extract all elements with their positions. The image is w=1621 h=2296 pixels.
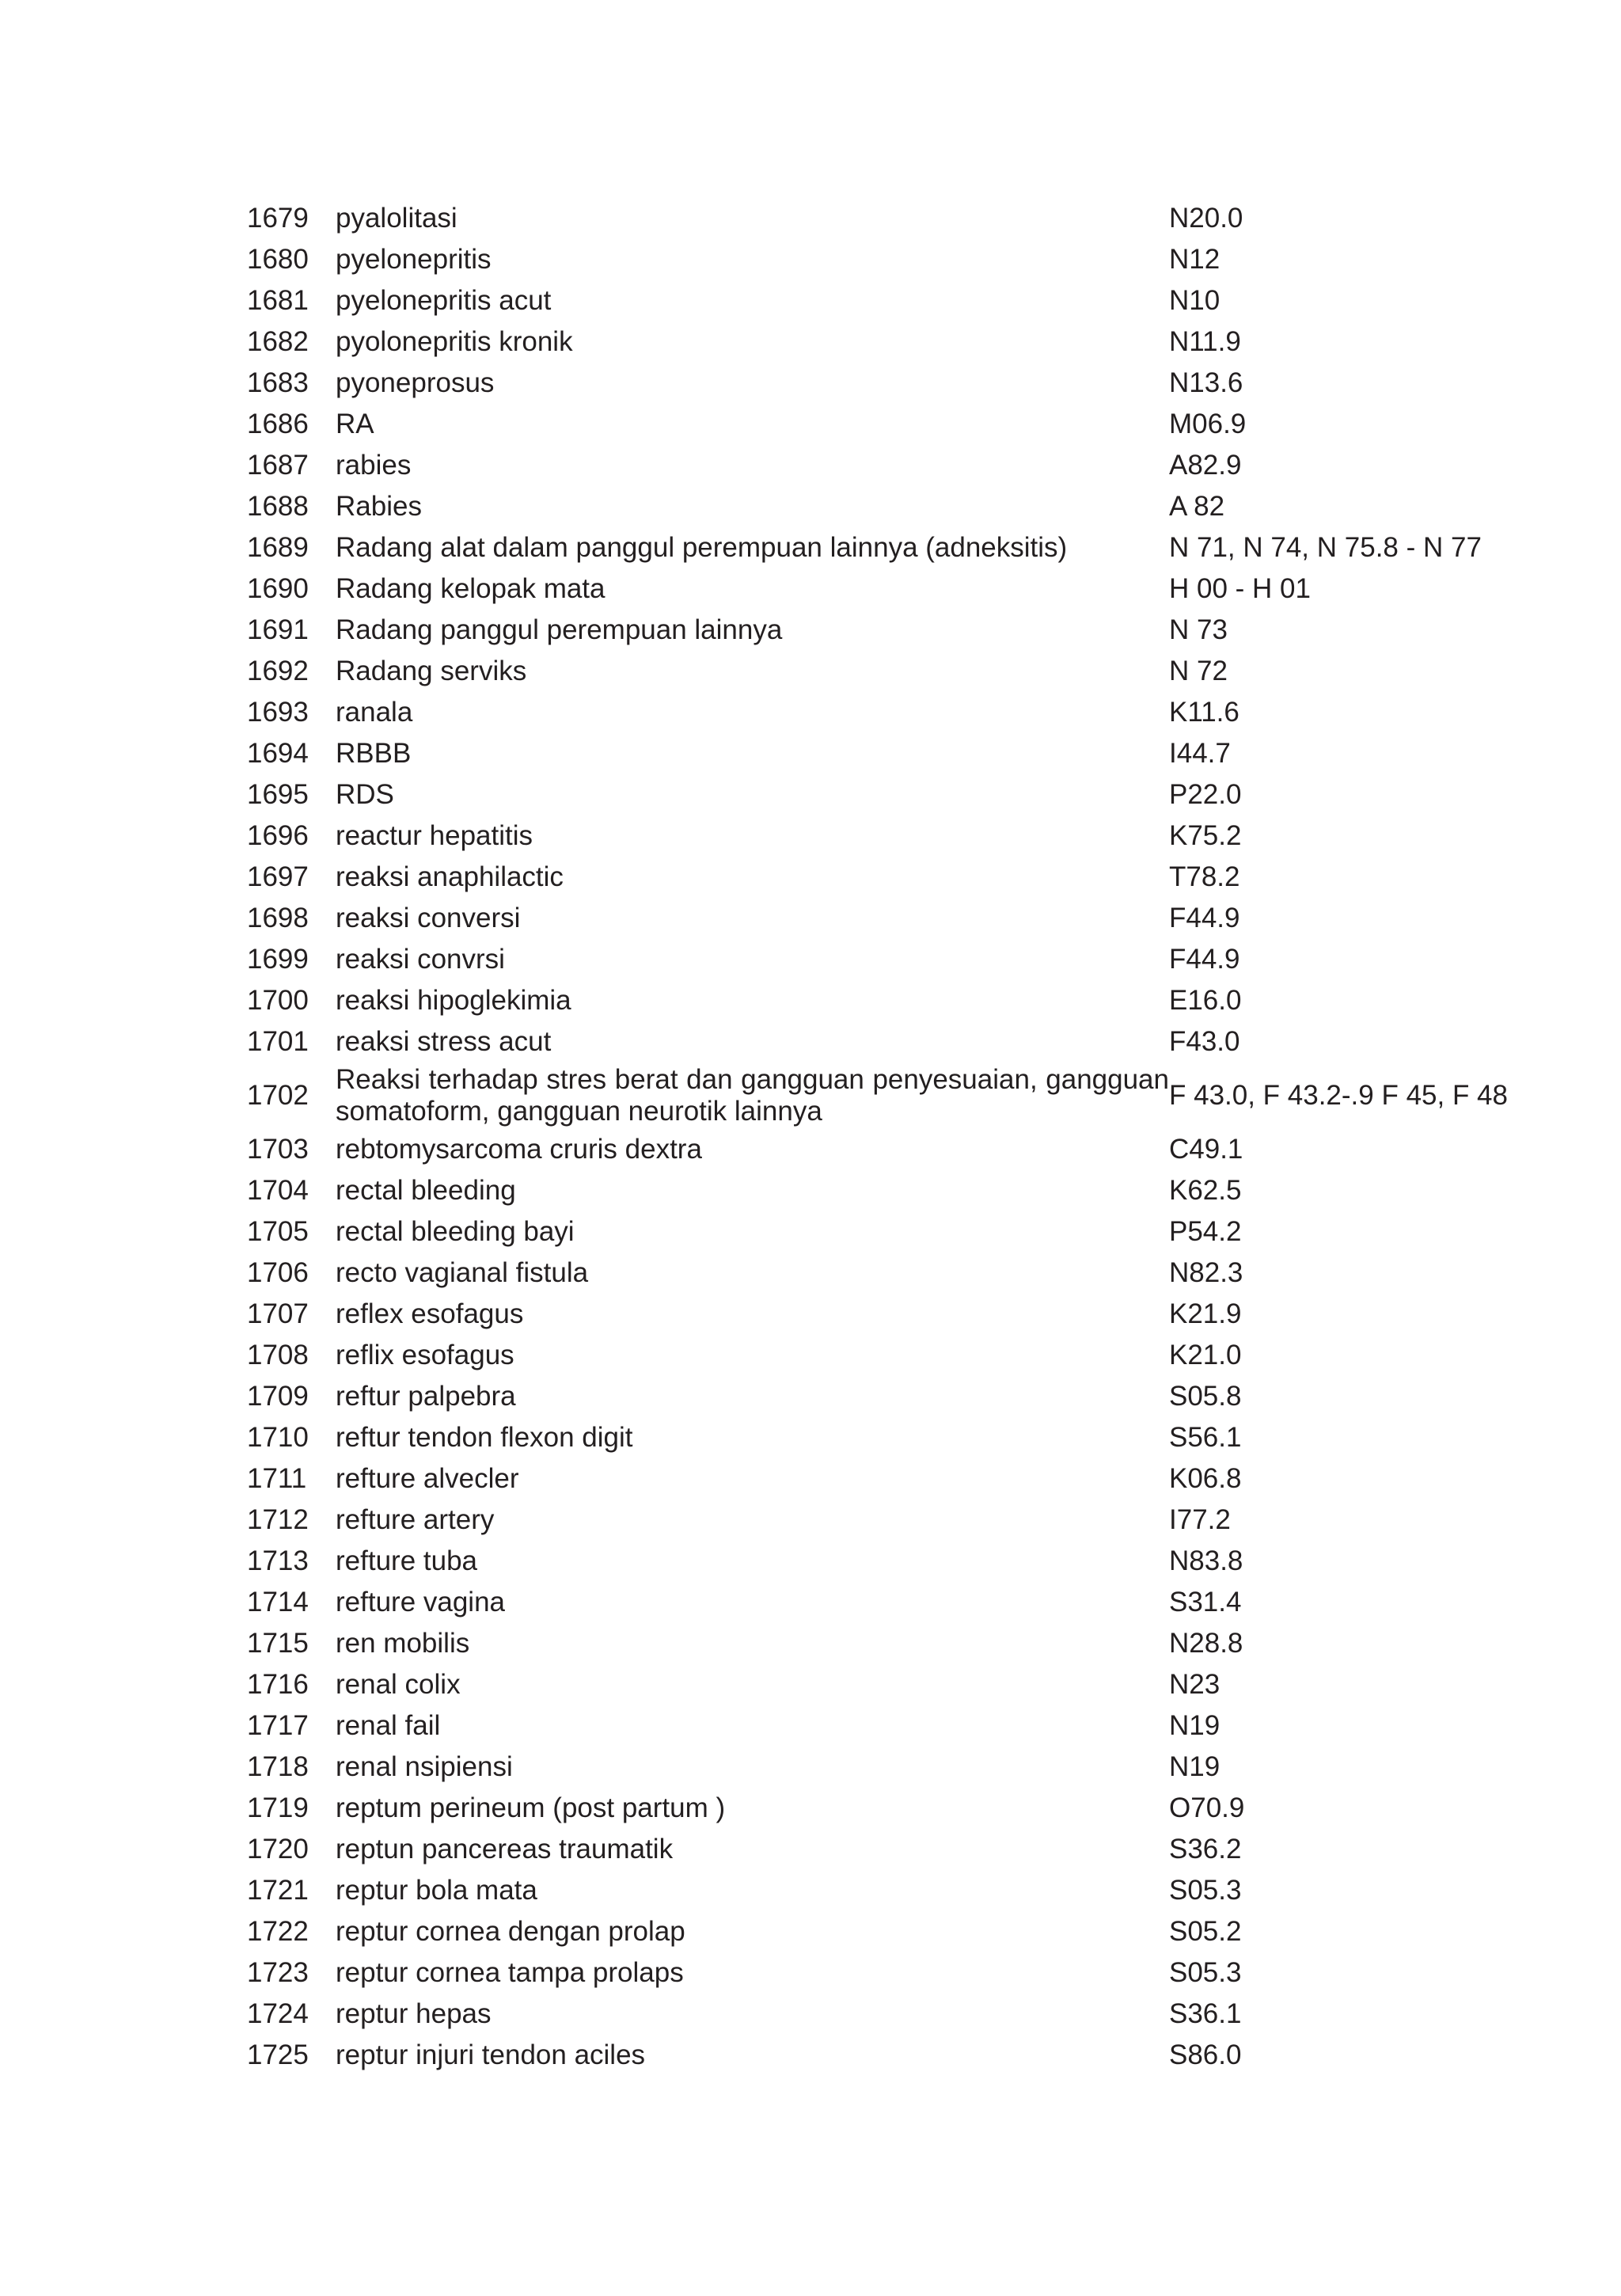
icd-code: S05.8	[1169, 1381, 1242, 1412]
row-number: 1701	[247, 1026, 309, 1057]
row-number: 1694	[247, 738, 309, 769]
table-row	[247, 1788, 1529, 1829]
table-row	[247, 1211, 1529, 1253]
icd-code: N 71, N 74, N 75.8 - N 77	[1169, 532, 1482, 563]
row-number: 1707	[247, 1298, 309, 1329]
row-number: 1698	[247, 903, 309, 933]
table-row	[247, 1994, 1529, 2035]
row-number: 1705	[247, 1216, 309, 1247]
diagnosis-name: pyoneprosus	[336, 367, 495, 398]
row-number: 1725	[247, 2039, 309, 2070]
diagnosis-name: reflix esofagus	[336, 1340, 514, 1370]
table-row	[247, 1870, 1529, 1911]
icd-code: S36.2	[1169, 1834, 1242, 1865]
row-number: 1691	[247, 614, 309, 645]
diagnosis-name: RDS	[336, 779, 394, 810]
table-row	[247, 1417, 1529, 1458]
row-number: 1692	[247, 656, 309, 686]
table-row	[247, 1952, 1529, 1994]
icd-code: F43.0	[1169, 1026, 1240, 1057]
diagnosis-name: rectal bleeding	[336, 1175, 516, 1206]
icd-code: P22.0	[1169, 779, 1242, 810]
icd-code: F 43.0, F 43.2-.9 F 45, F 48	[1169, 1080, 1508, 1111]
row-number: 1702	[247, 1080, 309, 1111]
row-number: 1710	[247, 1422, 309, 1453]
row-number: 1696	[247, 820, 309, 851]
icd-code: S05.3	[1169, 1875, 1242, 1906]
table-row	[247, 1582, 1529, 1623]
row-number: 1723	[247, 1957, 309, 1988]
row-number: 1703	[247, 1134, 309, 1165]
icd-code: M06.9	[1169, 409, 1247, 439]
icd-code: S56.1	[1169, 1422, 1242, 1453]
row-number: 1712	[247, 1504, 309, 1535]
diagnosis-name: reptur injuri tendon aciles	[336, 2039, 646, 2070]
row-number: 1688	[247, 491, 309, 522]
row-number: 1686	[247, 409, 309, 439]
icd-code: A 82	[1169, 491, 1225, 522]
table-row	[247, 1664, 1529, 1705]
diagnosis-name: reftur tendon flexon digit	[336, 1422, 633, 1453]
row-number: 1711	[247, 1463, 307, 1494]
table-row	[247, 692, 1529, 733]
diagnosis-name: pyelonepritis	[336, 244, 492, 275]
table-row	[247, 321, 1529, 363]
table-row	[247, 280, 1529, 321]
row-number: 1706	[247, 1257, 309, 1288]
row-number: 1717	[247, 1710, 309, 1741]
icd-code: N 72	[1169, 656, 1228, 686]
diagnosis-name: renal fail	[336, 1710, 441, 1741]
table-row	[247, 1747, 1529, 1788]
diagnosis-name: refture tuba	[336, 1545, 477, 1576]
icd-code: K06.8	[1169, 1463, 1242, 1494]
icd-code: N13.6	[1169, 367, 1243, 398]
row-number: 1687	[247, 450, 309, 481]
row-number: 1683	[247, 367, 309, 398]
diagnosis-name: Radang kelopak mata	[336, 573, 606, 604]
icd-code: A82.9	[1169, 450, 1242, 481]
diagnosis-name: ren mobilis	[336, 1628, 470, 1659]
row-number: 1695	[247, 779, 309, 810]
diagnosis-name: reaksi conversi	[336, 903, 521, 933]
diagnosis-name: RBBB	[336, 738, 412, 769]
row-number: 1699	[247, 944, 309, 975]
diagnosis-name: reaksi anaphilactic	[336, 861, 564, 892]
table-row	[247, 651, 1529, 692]
icd-code: N11.9	[1169, 326, 1241, 357]
row-number: 1689	[247, 532, 309, 563]
row-number: 1679	[247, 203, 309, 234]
row-number: 1709	[247, 1381, 309, 1412]
icd-code: N19	[1169, 1751, 1220, 1782]
diagnosis-name: rectal bleeding bayi	[336, 1216, 575, 1247]
row-number: 1714	[247, 1587, 309, 1617]
table-row	[247, 363, 1529, 404]
diagnosis-name: recto vagianal fistula	[336, 1257, 589, 1288]
diagnosis-name: pyolonepritis kronik	[336, 326, 573, 357]
table-row	[247, 198, 1529, 239]
table-row	[247, 898, 1529, 939]
icd-code: N20.0	[1169, 203, 1243, 234]
table-row	[247, 1253, 1529, 1294]
table-row	[247, 1062, 1529, 1129]
diagnosis-name: pyelonepritis acut	[336, 285, 552, 316]
diagnosis-name: reactur hepatitis	[336, 820, 533, 851]
row-number: 1682	[247, 326, 309, 357]
icd-code: S05.3	[1169, 1957, 1242, 1988]
diagnosis-name: renal nsipiensi	[336, 1751, 513, 1782]
table-row	[247, 1129, 1529, 1170]
icd-code: T78.2	[1169, 861, 1240, 892]
table-row	[247, 404, 1529, 445]
icd-code: S86.0	[1169, 2039, 1242, 2070]
diagnosis-name: reaksi stress acut	[336, 1026, 552, 1057]
row-number: 1697	[247, 861, 309, 892]
icd-code: S36.1	[1169, 1998, 1242, 2029]
diagnosis-name: reptur cornea dengan prolap	[336, 1916, 685, 1947]
row-number: 1719	[247, 1792, 309, 1823]
icd-code: N19	[1169, 1710, 1220, 1741]
diagnosis-name: reptur hepas	[336, 1998, 492, 2029]
icd-code: K75.2	[1169, 820, 1242, 851]
row-number: 1700	[247, 985, 309, 1016]
diagnosis-name: reaksi convrsi	[336, 944, 505, 975]
icd-code: K11.6	[1169, 697, 1239, 728]
diagnosis-name: refture artery	[336, 1504, 495, 1535]
icd-code: N 73	[1169, 614, 1228, 645]
diagnosis-name: Reaksi terhadap stres berat dan gangguan penyesuaian, gangguan somatoform, gangguan neurotik lainnya	[336, 1064, 1169, 1127]
row-number: 1708	[247, 1340, 309, 1370]
diagnosis-name: Radang alat dalam panggul perempuan lainnya (adneksitis)	[336, 532, 1068, 563]
row-number: 1721	[247, 1875, 309, 1906]
table-row	[247, 1541, 1529, 1582]
diagnosis-name: rebtomysarcoma cruris dextra	[336, 1134, 702, 1165]
diagnosis-name: ranala	[336, 697, 413, 728]
row-number: 1716	[247, 1669, 309, 1700]
icd-code: K21.9	[1169, 1298, 1242, 1329]
row-number: 1713	[247, 1545, 309, 1576]
icd-code: F44.9	[1169, 944, 1240, 975]
icd-code: P54.2	[1169, 1216, 1242, 1247]
table-row	[247, 980, 1529, 1021]
icd-code: N10	[1169, 285, 1220, 316]
table-row	[247, 815, 1529, 857]
diagnosis-name: Radang panggul perempuan lainnya	[336, 614, 783, 645]
table-row	[247, 1458, 1529, 1500]
icd-code: N28.8	[1169, 1628, 1243, 1659]
icd-code: N82.3	[1169, 1257, 1243, 1288]
icd-code: K62.5	[1169, 1175, 1242, 1206]
diagnosis-name: reftur palpebra	[336, 1381, 516, 1412]
icd-code: E16.0	[1169, 985, 1242, 1016]
diagnosis-name: reflex esofagus	[336, 1298, 524, 1329]
table-row	[247, 1829, 1529, 1870]
row-number: 1704	[247, 1175, 309, 1206]
diagnosis-name: renal colix	[336, 1669, 461, 1700]
row-number: 1720	[247, 1834, 309, 1865]
diagnosis-name: reptur bola mata	[336, 1875, 537, 1906]
icd-code: N83.8	[1169, 1545, 1243, 1576]
diagnosis-name: rabies	[336, 450, 412, 481]
row-number: 1690	[247, 573, 309, 604]
table-row	[247, 1335, 1529, 1376]
icd-code: O70.9	[1169, 1792, 1245, 1823]
table-row	[247, 486, 1529, 527]
icd-code: N12	[1169, 244, 1220, 275]
row-number: 1681	[247, 285, 309, 316]
diagnosis-name: reptur cornea tampa prolaps	[336, 1957, 684, 1988]
icd-code: C49.1	[1169, 1134, 1243, 1165]
row-number: 1680	[247, 244, 309, 275]
table-row	[247, 733, 1529, 774]
table-row	[247, 857, 1529, 898]
table-row	[247, 1170, 1529, 1211]
icd-code: S31.4	[1169, 1587, 1242, 1617]
row-number: 1715	[247, 1628, 309, 1659]
table-row	[247, 2035, 1529, 2076]
icd-code: H 00 - H 01	[1169, 573, 1311, 604]
table-row	[247, 1021, 1529, 1062]
diagnosis-name: refture alvecler	[336, 1463, 519, 1494]
diagnosis-name: reptum perineum (post partum )	[336, 1792, 726, 1823]
table-row	[247, 1705, 1529, 1747]
diagnosis-name: RA	[336, 409, 374, 439]
row-number: 1718	[247, 1751, 309, 1782]
icd-code: K21.0	[1169, 1340, 1242, 1370]
table-row	[247, 239, 1529, 280]
diagnosis-name: Rabies	[336, 491, 422, 522]
icd-code: N23	[1169, 1669, 1220, 1700]
table-row	[247, 568, 1529, 610]
table-row	[247, 774, 1529, 815]
icd-code: I77.2	[1169, 1504, 1231, 1535]
table-row	[247, 1294, 1529, 1335]
table-row	[247, 1500, 1529, 1541]
diagnosis-name: Radang serviks	[336, 656, 527, 686]
row-number: 1722	[247, 1916, 309, 1947]
table-row	[247, 939, 1529, 980]
icd-code: I44.7	[1169, 738, 1231, 769]
diagnosis-name: pyalolitasi	[336, 203, 457, 234]
diagnosis-name: reptun pancereas traumatik	[336, 1834, 674, 1865]
icd-code: S05.2	[1169, 1916, 1242, 1947]
table-row	[247, 610, 1529, 651]
row-number: 1693	[247, 697, 309, 728]
table-row	[247, 445, 1529, 486]
diagnosis-name: reaksi hipoglekimia	[336, 985, 571, 1016]
icd-code: F44.9	[1169, 903, 1240, 933]
diagnosis-code-table	[247, 198, 1529, 2076]
table-row	[247, 1623, 1529, 1664]
row-number: 1724	[247, 1998, 309, 2029]
diagnosis-name: refture vagina	[336, 1587, 506, 1617]
table-row	[247, 1376, 1529, 1417]
table-row	[247, 1911, 1529, 1952]
table-row	[247, 527, 1529, 568]
